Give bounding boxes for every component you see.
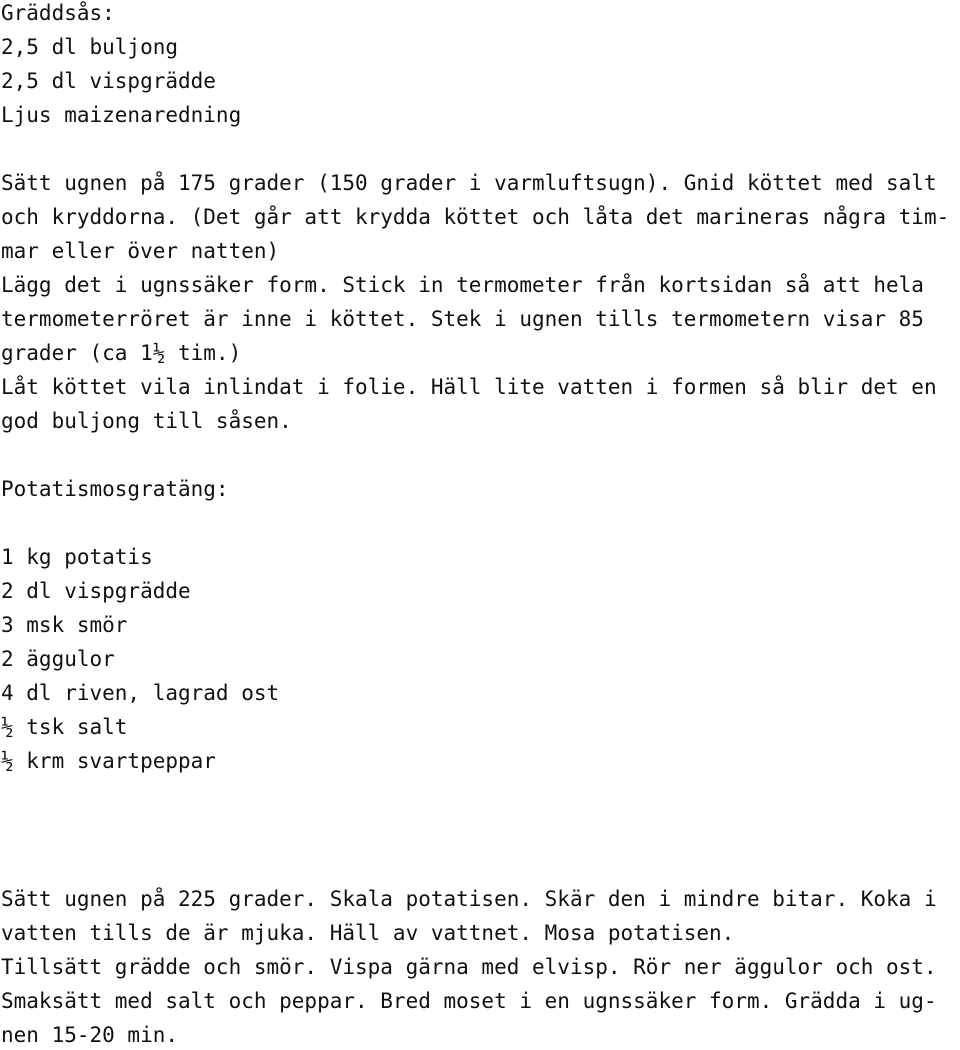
sauce-ingredient: 2,5 dl buljong [1, 35, 179, 59]
gratin-ingredient: 2 äggulor [1, 647, 115, 671]
gratin-instruction-line: Tillsätt grädde och smör. Vispa gärna med elvisp. Rör ner äggulor och ost. [1, 955, 937, 979]
sauce-ingredient: 2,5 dl vispgrädde [1, 69, 216, 93]
gratin-ingredient: 2 dl vispgrädde [1, 579, 191, 603]
sauce-instruction-line: Sätt ugnen på 175 grader (150 grader i varmluftsugn). Gnid köttet med salt [1, 171, 937, 195]
sauce-instruction-line: god buljong till såsen. [1, 409, 292, 433]
gratin-instruction-line: Smaksätt med salt och peppar. Bred moset i en ugnssäker form. Grädda i ug- [1, 989, 937, 1013]
sauce-instruction-line: Lägg det i ugnssäker form. Stick in termometer från kortsidan så att hela [1, 273, 924, 297]
gratin-heading: Potatismosgratäng: [1, 477, 229, 501]
gratin-instruction-line: Sätt ugnen på 225 grader. Skala potatisen. Skär den i mindre bitar. Koka i [1, 887, 937, 911]
gratin-instruction-line: vatten tills de är mjuka. Häll av vattnet. Mosa potatisen. [1, 921, 735, 945]
gratin-ingredient: ½ tsk salt [1, 715, 128, 739]
sauce-ingredient: Ljus maizenaredning [1, 103, 242, 127]
gratin-ingredient: 4 dl riven, lagrad ost [1, 681, 280, 705]
sauce-instruction-line: Låt köttet vila inlindat i folie. Häll lite vatten i formen så blir det en [1, 375, 937, 399]
gratin-ingredient: 1 kg potatis [1, 545, 153, 569]
gratin-ingredient: 3 msk smör [1, 613, 128, 637]
gratin-instruction-line: nen 15-20 min. [1, 1023, 179, 1047]
gratin-ingredient: ½ krm svartpeppar [1, 749, 216, 773]
sauce-heading: Gräddsås: [1, 1, 115, 25]
sauce-instruction-line: grader (ca 1½ tim.) [1, 341, 242, 365]
sauce-instruction-line: mar eller över natten) [1, 239, 280, 263]
sauce-instruction-line: och kryddorna. (Det går att krydda köttet och låta det marineras några tim- [1, 205, 950, 229]
sauce-instruction-line: termometerröret är inne i köttet. Stek i ugnen tills termometern visar 85 [1, 307, 924, 331]
